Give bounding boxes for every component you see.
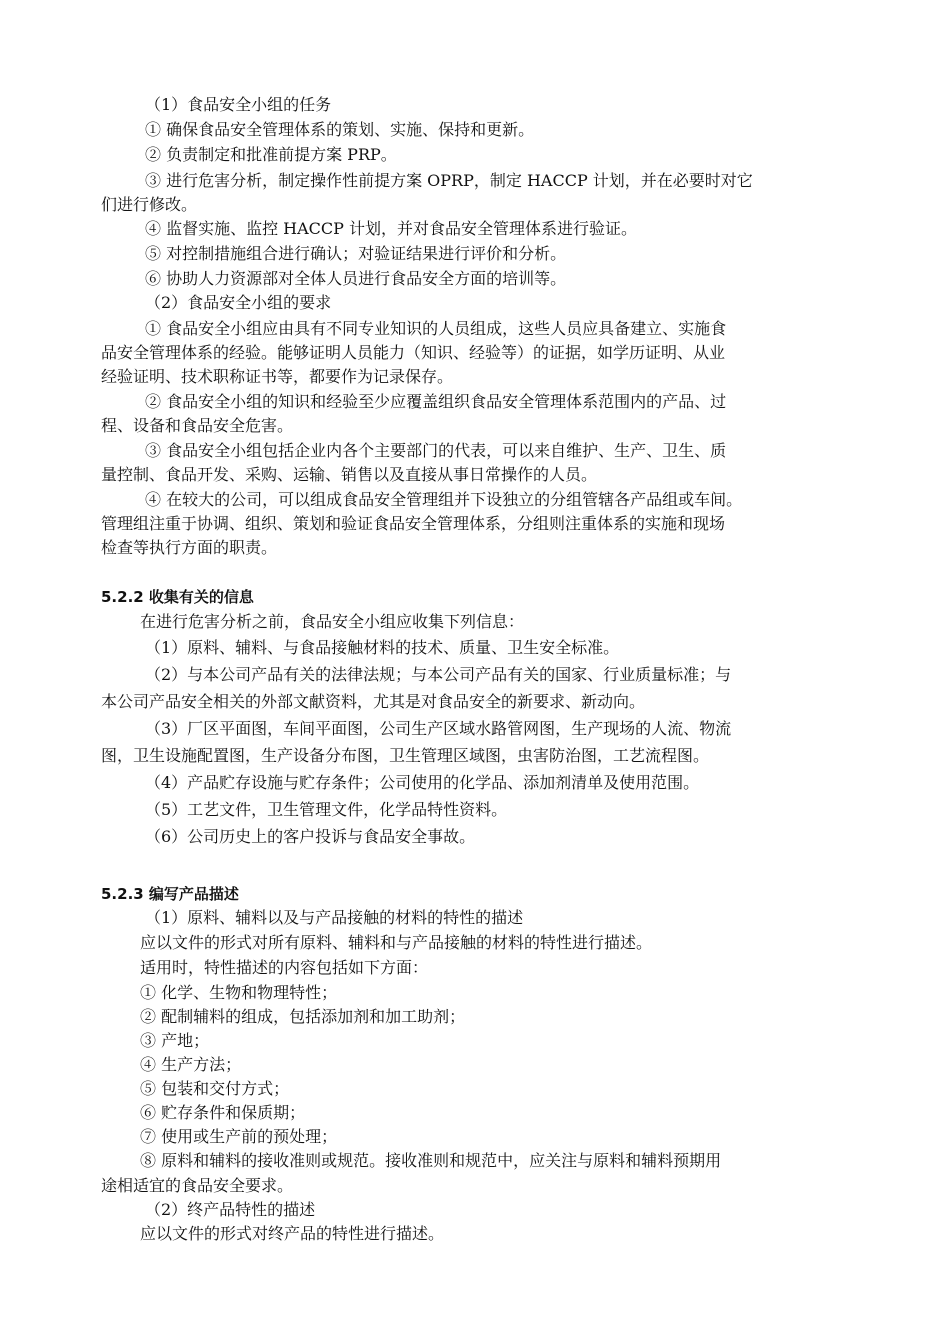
list-item: ⑤ 包装和交付方式； (140, 1079, 290, 1098)
info-item-continued: 本公司产品安全相关的外部文献资料，尤其是对食品安全的新要求、新动向。 (101, 692, 646, 711)
requirement-line: ③ 食品安全小组包括企业内各个主要部门的代表，可以来自维护、生产、卫生、质 (145, 441, 727, 460)
paragraph: 应以文件的形式对终产品的特性进行描述。 (140, 1224, 445, 1243)
requirement-line: 程、设备和食品安全危害。 (101, 416, 294, 435)
task-item: ④ 监督实施、监控 HACCP 计划，并对食品安全管理体系进行验证。 (145, 219, 638, 238)
list-item: ⑧ 原料和辅料的接收准则或规范。接收准则和规范中，应关注与原料和辅料预期用 (140, 1151, 722, 1170)
task-item: ① 确保食品安全管理体系的策划、实施、保持和更新。 (145, 120, 535, 139)
info-item-continued: 图，卫生设施配置图，生产设备分布图，卫生管理区域图，虫害防治图，工艺流程图。 (101, 746, 710, 765)
task-item-continued: 们进行修改。 (101, 195, 198, 214)
requirement-line: ① 食品安全小组应由具有不同专业知识的人员组成，这些人员应具备建立、实施食 (145, 319, 727, 338)
requirement-line: 品安全管理体系的经验。能够证明人员能力（知识、经验等）的证据，如学历证明、从业 (101, 343, 726, 362)
requirements-heading: （2）食品安全小组的要求 (145, 293, 332, 312)
requirement-line: 检查等执行方面的职责。 (101, 538, 278, 557)
task-item: ② 负责制定和批准前提方案 PRP。 (145, 145, 397, 164)
requirement-line: 管理组注重于协调、组织、策划和验证食品安全管理体系，分组则注重体系的实施和现场 (101, 514, 726, 533)
task-item: ③ 进行危害分析，制定操作性前提方案 OPRP，制定 HACCP 计划，并在必要时对它 (145, 171, 753, 190)
list-item: ① 化学、生物和物理特性； (140, 983, 338, 1002)
sub-heading: （1）原料、辅料以及与产品接触的材料的特性的描述 (145, 908, 524, 927)
list-item-continued: 途相适宜的食品安全要求。 (101, 1176, 294, 1195)
task-heading: （1）食品安全小组的任务 (145, 95, 332, 114)
requirement-line: 量控制、食品开发、采购、运输、销售以及直接从事日常操作的人员。 (101, 465, 598, 484)
list-item: ⑦ 使用或生产前的预处理； (140, 1127, 338, 1146)
list-item: ④ 生产方法； (140, 1055, 242, 1074)
requirement-line: 经验证明、技术职称证书等，都要作为记录保存。 (101, 367, 454, 386)
info-item: （1）原料、辅料、与食品接触材料的技术、质量、卫生安全标准。 (145, 638, 620, 657)
requirement-line: ④ 在较大的公司，可以组成食品安全管理组并下设独立的分组管辖各产品组或车间。 (145, 490, 743, 509)
task-item: ⑥ 协助人力资源部对全体人员进行食品安全方面的培训等。 (145, 269, 567, 288)
paragraph: 适用时，特性描述的内容包括如下方面： (140, 958, 429, 977)
info-item: （3）厂区平面图，车间平面图，公司生产区域水路管网图，生产现场的人流、物流 (145, 719, 732, 738)
paragraph: 应以文件的形式对所有原料、辅料和与产品接触的材料的特性进行描述。 (140, 933, 653, 952)
task-item: ⑤ 对控制措施组合进行确认；对验证结果进行评价和分析。 (145, 244, 567, 263)
list-item: ③ 产地； (140, 1031, 210, 1050)
section-heading-523: 5.2.3 编写产品描述 (101, 885, 239, 903)
info-item: （4）产品贮存设施与贮存条件；公司使用的化学品、添加剂清单及使用范围。 (145, 773, 700, 792)
section-heading-522: 5.2.2 收集有关的信息 (101, 588, 254, 606)
list-item: ② 配制辅料的组成，包括添加剂和加工助剂； (140, 1007, 466, 1026)
list-item: ⑥ 贮存条件和保质期； (140, 1103, 306, 1122)
info-item: （2）与本公司产品有关的法律法规；与本公司产品有关的国家、行业质量标准；与 (145, 665, 732, 684)
info-item: （5）工艺文件，卫生管理文件，化学品特性资料。 (145, 800, 508, 819)
requirement-line: ② 食品安全小组的知识和经验至少应覆盖组织食品安全管理体系范围内的产品、过 (145, 392, 727, 411)
sub-heading: （2）终产品特性的描述 (145, 1200, 316, 1219)
info-item: （6）公司历史上的客户投诉与食品安全事故。 (145, 827, 476, 846)
info-intro: 在进行危害分析之前，食品安全小组应收集下列信息： (140, 612, 525, 631)
